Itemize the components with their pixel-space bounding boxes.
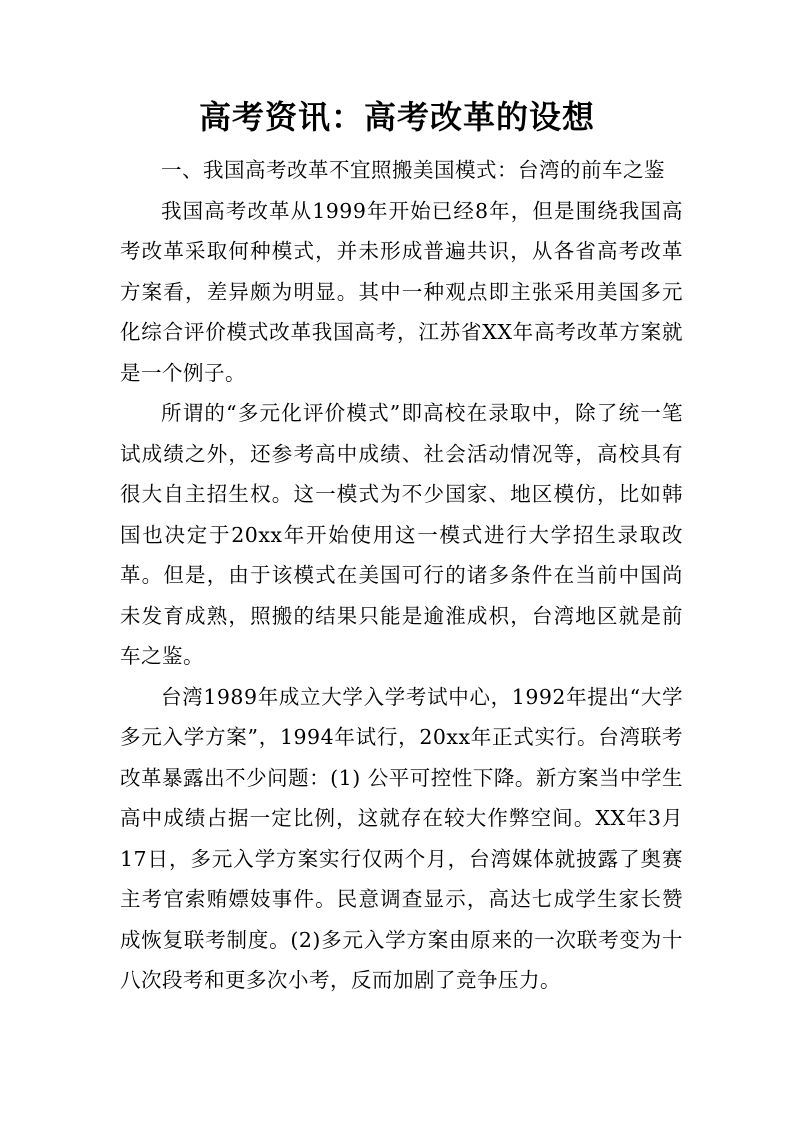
paragraph-2: 所谓的“多元化评价模式”即高校在录取中，除了统一笔试成绩之外，还参考高中成绩、社会活动情况等，高校具有很大自主招生权。这一模式为不少国家、地区模仿，比如韩国也决定于20xx年开始使用这一模式进行大学招生录取改革。但是，由于该模式在美国可行的诸多条件在当前中国尚未发育成熟，照搬的结果只能是逾淮成枳，台湾地区就是前车之鉴。 [120, 401, 683, 668]
section-heading: 一、我国高考改革不宜照搬美国模式：台湾的前车之鉴 [161, 158, 665, 182]
document-title: 高考资讯：高考改革的设想 [198, 98, 595, 136]
document-body [120, 150, 683, 1001]
paragraph-3: 台湾1989年成立大学入学考试中心，1992年提出“大学多元入学方案”，1994年试行，20xx年正式实行。台湾联考改革暴露出不少问题：(1) 公平可控性下降。新方案当中学生高中成绩占据一定比例，这就存在较大作弊空间。XX年3月17日，多元入学方案实行仅两个月，台湾媒体就披露了奥赛主考官索贿嫖妓事件。民意调查显示，高达七成学生家长赞成恢复联考制度。(2)多元入学方案由原来的一次联考变为十八次段考和更多次小考，反而加剧了竞争压力。 [120, 684, 683, 992]
paragraph-1: 我国高考改革从1999年开始已经8年，但是围绕我国高考改革采取何种模式，并未形成普遍共识，从各省高考改革方案看，差异颇为明显。其中一种观点即主张采用美国多元化综合评价模式改革我国高考，江苏省XX年高考改革方案就是一个例子。 [120, 198, 683, 385]
